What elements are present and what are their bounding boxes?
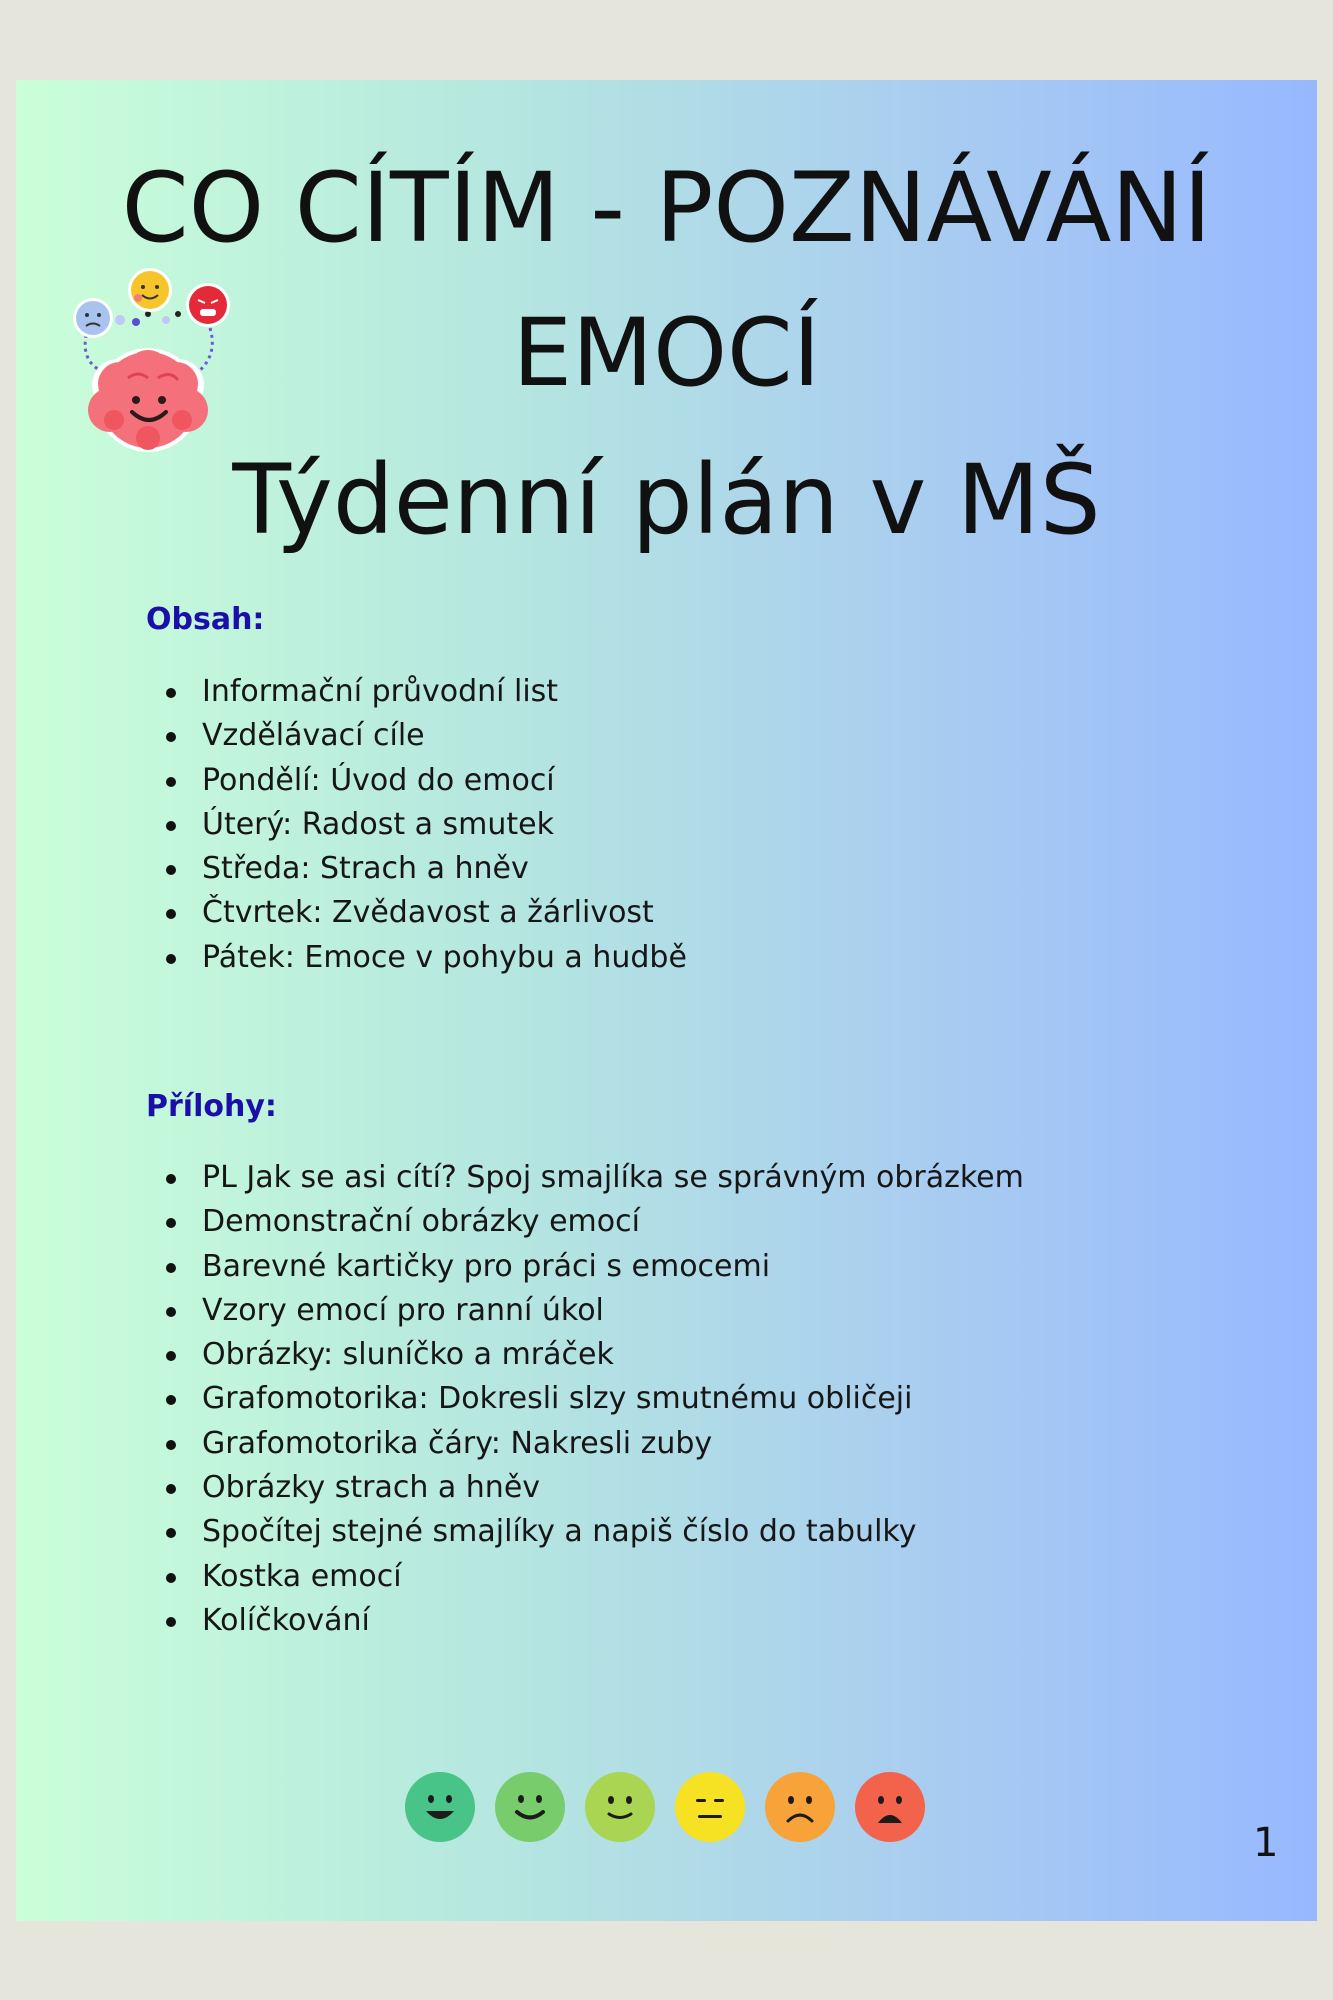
page-number: 1 <box>1253 1820 1279 1866</box>
list-item: Úterý: Radost a smutek <box>146 803 687 847</box>
happy-face-icon <box>494 1771 566 1843</box>
list-item: Pátek: Emoce v pohybu a hudbě <box>146 936 687 980</box>
attachments-list <box>146 1156 1024 1643</box>
very-sad-face-icon <box>854 1771 926 1843</box>
smiling-face-icon <box>584 1771 656 1843</box>
attachments-heading: Přílohy: <box>146 1089 277 1124</box>
list-item: Demonstrační obrázky emocí <box>146 1200 1024 1244</box>
title-line-1: CO CÍTÍM - POZNÁVÁNÍ <box>121 152 1212 264</box>
list-item: Spočítej stejné smajlíky a napiš číslo do tabulky <box>146 1510 1024 1554</box>
contents-list <box>146 670 687 980</box>
list-item: PL Jak se asi cítí? Spoj smajlíka se správným obrázkem <box>146 1156 1024 1200</box>
list-item: Vzory emocí pro ranní úkol <box>146 1289 1024 1333</box>
list-item: Čtvrtek: Zvědavost a žárlivost <box>146 891 687 935</box>
brain-emotions-icon <box>48 260 248 460</box>
list-item: Obrázky: sluníčko a mráček <box>146 1333 1024 1377</box>
title-line-2: EMOCÍ <box>512 299 821 408</box>
list-item: Informační průvodní list <box>146 670 687 714</box>
list-item: Grafomotorika: Dokresli slzy smutnému obličeji <box>146 1377 1024 1421</box>
list-item: Středa: Strach a hněv <box>146 847 687 891</box>
list-item: Kolíčkování <box>146 1599 1024 1643</box>
list-item: Pondělí: Úvod do emocí <box>146 759 687 803</box>
title-line-3: Týdenní plán v MŠ <box>232 444 1101 556</box>
list-item: Obrázky strach a hněv <box>146 1466 1024 1510</box>
list-item: Vzdělávací cíle <box>146 714 687 758</box>
very-happy-face-icon <box>404 1771 476 1843</box>
sad-face-icon <box>764 1771 836 1843</box>
mood-scale <box>404 1771 926 1847</box>
list-item: Barevné kartičky pro práci s emocemi <box>146 1245 1024 1289</box>
neutral-face-icon <box>674 1771 746 1843</box>
list-item: Kostka emocí <box>146 1555 1024 1599</box>
contents-heading: Obsah: <box>146 602 265 637</box>
list-item: Grafomotorika čáry: Nakresli zuby <box>146 1422 1024 1466</box>
document-page <box>16 80 1317 1921</box>
